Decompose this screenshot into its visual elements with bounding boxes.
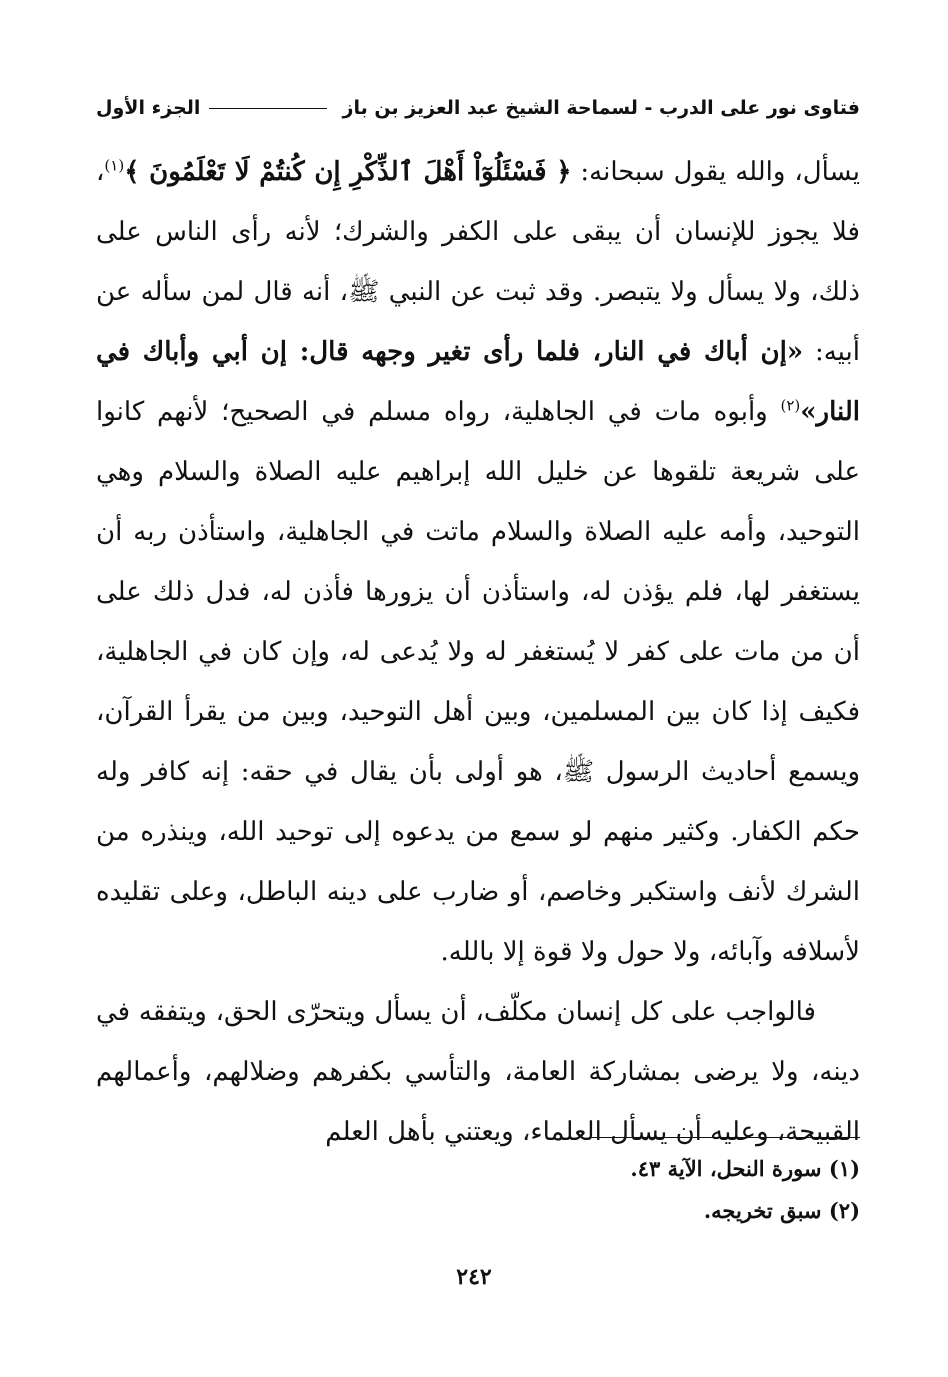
hadith-quote: «إن أباك في النار، فلما رأى تغير وجهه قال: إن أبي وأباك في النار»	[96, 337, 860, 427]
footnote-ref-2: (٢)	[780, 396, 801, 415]
volume-label: الجزء الأول	[96, 97, 201, 119]
page	[96, 88, 860, 1162]
text-segment: فالواجب على كل إنسان مكلّف، أن يسأل ويتحرّى الحق، ويتفقه في دينه، ولا يرضى بمشاركة العامة، والتأسي بكفرهم وضلالهم، وأعمالهم القبيحة، وعليه أن يسأل العلماء، ويعتني بأهل العلم	[96, 997, 860, 1147]
running-header	[96, 88, 860, 128]
footnote-1: (١) سورة النحل، الآية ٤٣.	[630, 1156, 860, 1181]
text-segment: يسأل، والله يقول سبحانه:	[571, 157, 860, 187]
quran-verse: ﴿ فَسْئَلُوٓاْ أَهْلَ ٱلذِّكْرِ إِن كُنتُمْ لَا تَعْلَمُونَ ﴾	[124, 157, 572, 187]
footnote-2: (٢) سبق تخريجه.	[703, 1198, 860, 1223]
page-number: ٢٤٢	[456, 1264, 492, 1290]
footnote-separator	[590, 1137, 860, 1138]
header-rule	[209, 108, 327, 109]
paragraph-2	[96, 982, 860, 1162]
footnotes	[360, 1148, 860, 1232]
book-title: فتاوى نور على الدرب - لسماحة الشيخ عبد العزيز بن باز	[342, 97, 860, 119]
footnote-ref-1: (١)	[104, 156, 125, 175]
main-text	[96, 142, 860, 1162]
paragraph-1	[96, 142, 860, 982]
header-title-group	[203, 97, 860, 119]
text-segment: وأبوه مات في الجاهلية، رواه مسلم في الصحيح؛ لأنهم كانوا على شريعة تلقوها عن خليل الله إبراهيم عليه الصلاة والسلام وهي التوحيد، وأمه عليه الصلاة والسلام ماتت في الجاهلية، واستأذن ربه أن يستغفر لها، فلم يؤذن له، واستأذن أن يزورها فأذن له، فدل ذلك على أن من مات على كفر لا يُستغفر له ولا يُدعى له، وإن كان في الجاهلية، فكيف إذا كان بين المسلمين، وبين أهل التوحيد، وبين من يقرأ القرآن، ويسمع أحاديث الرسول ﷺ، هو أولى بأن يقال في حقه: إنه كافر وله حكم الكفار. وكثير منهم لو سمع من يدعوه إلى توحيد الله، وينذره من الشرك لأنف واستكبر وخاصم، أو ضارب على دينه الباطل، وعلى تقليده لأسلافه وآبائه، ولا حول ولا قوة إلا بالله.	[96, 397, 860, 967]
text-segment: ، فلا يجوز للإنسان أن يبقى على الكفر والشرك؛ لأنه رأى الناس على ذلك، ولا يسأل ولا يتبصر. وقد ثبت عن النبي ﷺ، أنه قال لمن سأله عن أبيه:	[96, 157, 860, 367]
